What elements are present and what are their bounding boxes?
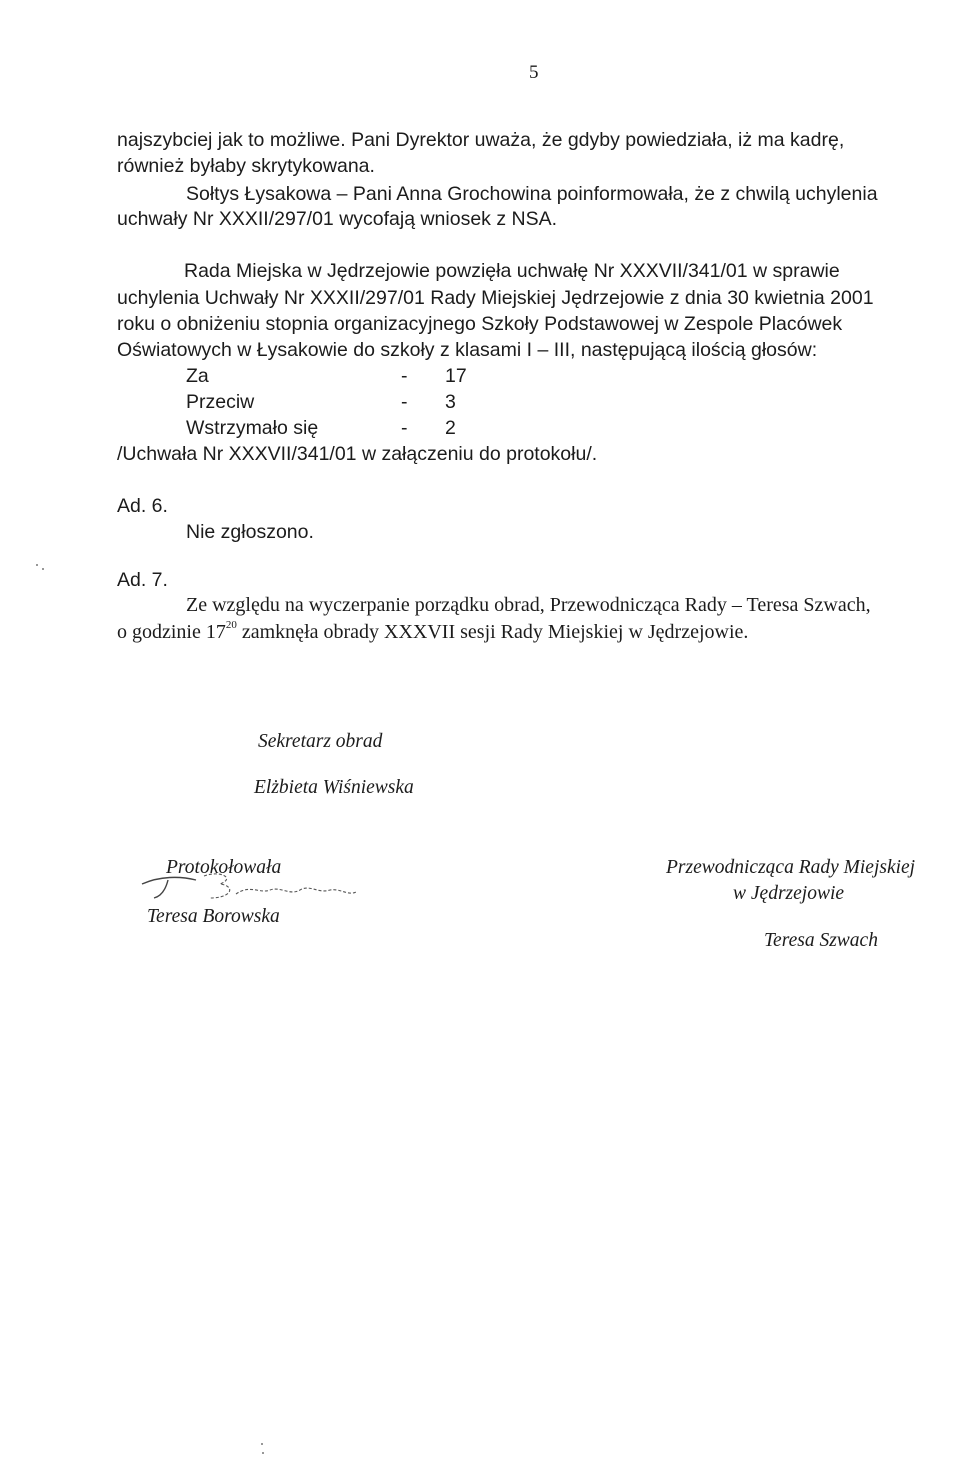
resolution-line-1: Rada Miejska w Jędrzejowie powzięła uchwałę Nr XXXVII/341/01 w sprawie (184, 260, 840, 282)
vote-label: Za (186, 365, 209, 387)
vote-count: 2 (445, 417, 456, 439)
vote-dash: - (401, 365, 408, 387)
ad6-text: Nie zgłoszono. (186, 521, 314, 543)
ad7-closing-text: zamknęła obrady XXXVII sesji Rady Miejskiej w Jędrzejowie. (236, 621, 749, 643)
scan-speck (262, 1452, 264, 1454)
ad7-time-minutes: 20 (225, 619, 237, 632)
minutes-taker-title: Protokołowała (166, 857, 282, 878)
ad7-label: Ad. 7. (117, 569, 168, 591)
body-line-3: Sołtys Łysakowa – Pani Anna Grochowina poinformowała, że z chwilą uchylenia (186, 183, 878, 205)
resolution-line-4: Oświatowych w Łysakowie do szkoły z klasami I – III, następującą ilością głosów: (117, 339, 818, 361)
chairwoman-title-line-2: w Jędrzejowie (733, 883, 845, 904)
vote-dash: - (401, 417, 408, 439)
attachment-note: /Uchwała Nr XXXVII/341/01 w załączeniu do protokołu/. (117, 443, 598, 465)
handwritten-signature (140, 868, 380, 906)
chairwoman-title-line-1: Przewodnicząca Rady Miejskiej (666, 857, 916, 878)
ad6-label: Ad. 6. (117, 495, 168, 517)
body-line-4: uchwały Nr XXXII/297/01 wycofają wniosek z NSA. (117, 208, 558, 230)
body-line-2: również byłaby skrytykowana. (117, 155, 375, 177)
scan-speck (42, 568, 44, 570)
scan-speck (36, 564, 38, 566)
body-line-1: najszybciej jak to możliwe. Pani Dyrektor uważa, że gdyby powiedziała, iż ma kadrę, (117, 129, 845, 151)
vote-dash: - (401, 391, 408, 413)
page-number: 5 (529, 62, 539, 83)
resolution-line-3: roku o obniżeniu stopnia organizacyjnego Szkoły Podstawowej w Zespole Placówek (117, 313, 843, 335)
ad7-line-1: Ze względu na wyczerpanie porządku obrad, Przewodnicząca Rady – Teresa Szwach, (186, 594, 871, 616)
minutes-taker-name: Teresa Borowska (147, 906, 280, 927)
resolution-line-2: uchylenia Uchwały Nr XXXII/297/01 Rady Miejskiej Jędrzejowie z dnia 30 kwietnia 2001 (117, 287, 874, 309)
vote-count: 17 (445, 365, 467, 387)
vote-label: Przeciw (186, 391, 255, 413)
secretary-title: Sekretarz obrad (258, 731, 383, 752)
ad7-line-2 (117, 620, 960, 644)
chairwoman-name: Teresa Szwach (764, 930, 878, 951)
secretary-name: Elżbieta Wiśniewska (254, 777, 414, 798)
scan-speck (261, 1443, 263, 1445)
ad7-time-text: o godzinie 17 (117, 621, 226, 643)
vote-count: 3 (445, 391, 456, 413)
vote-label: Wstrzymało się (186, 417, 319, 439)
